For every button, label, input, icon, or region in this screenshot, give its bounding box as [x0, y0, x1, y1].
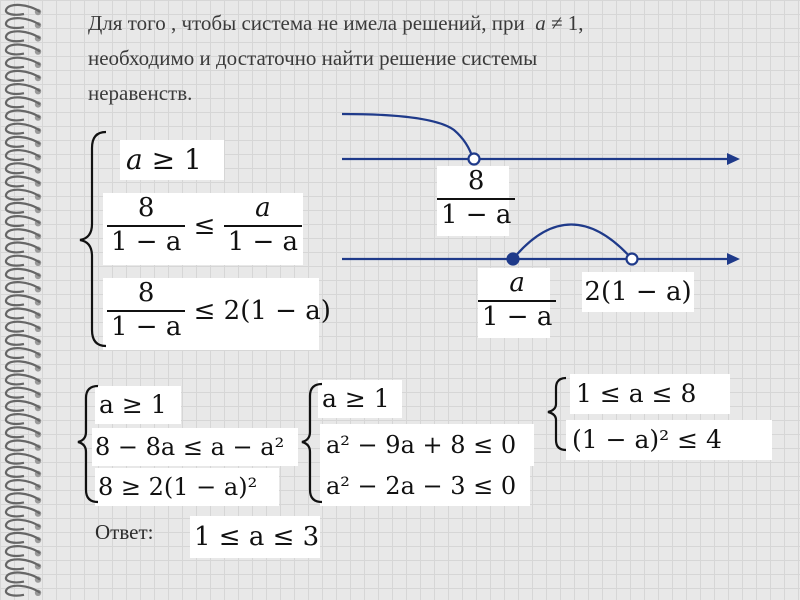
system2-line1 [95, 386, 181, 424]
spiral-ring [6, 243, 41, 253]
spiral-wire [6, 401, 40, 411]
spiral-ring [6, 177, 41, 187]
spiral-ring [6, 441, 41, 451]
spiral-ring [6, 493, 41, 503]
intro-line-2: необходимо и достаточно найти решение системы [88, 46, 538, 70]
spiral-ring [6, 335, 41, 345]
number-line-top [342, 114, 740, 165]
spiral-ring [6, 507, 41, 517]
system2-line2-text: 8 − 8a ≤ a − a² [95, 433, 285, 461]
spiral-wire [6, 190, 40, 200]
spiral-wire [6, 493, 40, 503]
fraction-numerator: a [255, 193, 271, 223]
spiral-wire [6, 71, 40, 81]
spiral-ring [6, 18, 41, 28]
spiral-ring [6, 58, 41, 68]
spiral-wire [6, 111, 40, 121]
spiral-ring [6, 295, 41, 305]
spiral-ring [6, 97, 41, 107]
number-line-bottom-shading-arc [513, 225, 632, 260]
spiral-ring [6, 520, 41, 530]
spiral-ring [6, 71, 41, 81]
system1-ineq3-lhs-fraction [107, 280, 185, 342]
spiral-wire [6, 84, 40, 94]
spiral-wire [6, 295, 40, 305]
spiral-wire [6, 546, 40, 556]
spiral-ring [6, 427, 41, 437]
graph-label-top-fraction [437, 168, 515, 230]
spiral-wire [6, 177, 40, 187]
spiral-ring [6, 559, 41, 569]
system1-ineq1-var: a [126, 143, 143, 176]
spiral-ring [6, 480, 41, 490]
system3-line3-text: a² − 2a − 3 ≤ 0 [326, 472, 517, 500]
fraction-numerator: 8 [467, 166, 485, 196]
system4-line2 [566, 420, 772, 460]
spiral-ring [6, 322, 41, 332]
system1-ineq3 [103, 278, 331, 350]
spiral-ring [6, 124, 41, 134]
number-line-bottom-arrow [727, 253, 740, 265]
spiral-wire [6, 573, 40, 583]
spiral-ring [6, 203, 41, 213]
spiral-wire [6, 137, 40, 147]
spiral-wire [6, 45, 40, 55]
spiral-ring [6, 546, 41, 556]
graph-label-bottom-right-text: 2(1 − a) [584, 277, 692, 307]
intro-line-3: неравенств. [88, 81, 193, 105]
spiral-wire [6, 586, 40, 596]
spiral-wire [6, 269, 40, 279]
spiral-ring [6, 150, 41, 160]
system4-line2-text: (1 − a)² ≤ 4 [572, 425, 722, 454]
number-line-bottom-closed-point [508, 254, 519, 265]
spiral-wire [6, 454, 40, 464]
spiral-ring [6, 454, 41, 464]
system2-line1-text: a ≥ 1 [99, 390, 167, 419]
spiral-wire [6, 309, 40, 319]
spiral-ring [6, 229, 41, 239]
spiral-binding [0, 0, 56, 600]
system3-line1-text: a ≥ 1 [322, 384, 390, 413]
spiral-wire [6, 480, 40, 490]
spiral-ring [6, 309, 41, 319]
spiral-ring [6, 573, 41, 583]
spiral-ring [6, 31, 41, 41]
spiral-wire [6, 163, 40, 173]
spiral-wire [6, 322, 40, 332]
fraction-denominator: 1 − a [111, 312, 182, 343]
fraction-numerator: 8 [137, 278, 155, 308]
spiral-wire [6, 97, 40, 107]
spiral-wire [6, 559, 40, 569]
spiral-wire [6, 388, 40, 398]
spiral-ring [6, 414, 41, 424]
number-line-bottom [342, 225, 740, 266]
system1-ineq2 [103, 193, 303, 265]
spiral-ring [6, 282, 41, 292]
spiral-wire [6, 441, 40, 451]
system1-ineq2-lhs-fraction [107, 195, 185, 257]
spiral-ring [6, 388, 41, 398]
system4-brace [548, 378, 566, 450]
system1-ineq2-rhs-fraction [224, 195, 302, 257]
spiral-ring [6, 5, 41, 15]
spiral-wire [6, 124, 40, 134]
fraction-numerator: a [509, 268, 525, 298]
spiral-ring [6, 269, 41, 279]
spiral-wire [6, 58, 40, 68]
spiral-wire [6, 361, 40, 371]
fraction-denominator: 1 − a [111, 227, 182, 258]
graph-label-bottom-right [582, 272, 694, 312]
intro-text [88, 6, 728, 111]
spiral-ring [6, 45, 41, 55]
fraction-denominator: 1 − a [227, 227, 299, 258]
fraction-numerator: 8 [137, 193, 155, 223]
spiral-ring [6, 111, 41, 121]
spiral-wire [6, 507, 40, 517]
system4-line1 [570, 374, 730, 414]
spiral-ring [6, 361, 41, 371]
intro-condition-rest: ≠ 1, [545, 11, 584, 35]
spiral-ring [6, 163, 41, 173]
spiral-wire [6, 467, 40, 477]
spiral-wire [6, 31, 40, 41]
number-line-top-open-point [469, 154, 480, 165]
spiral-wire [6, 335, 40, 345]
system2-line3-text: 8 ≥ 2(1 − a)² [98, 473, 258, 501]
system4-line1-text: 1 ≤ a ≤ 8 [576, 379, 697, 408]
graph-label-top [437, 166, 512, 236]
system3-line2-text: a² − 9a + 8 ≤ 0 [326, 431, 517, 459]
spiral-wire [6, 203, 40, 213]
spiral-wire [6, 18, 40, 28]
spiral-wire [6, 348, 40, 358]
spiral-wire [6, 150, 40, 160]
fraction-denominator: 1 − a [441, 200, 512, 231]
spiral-wire [6, 229, 40, 239]
system2-line3 [95, 468, 279, 506]
spiral-ring [6, 401, 41, 411]
answer-value [190, 516, 320, 558]
spiral-ring [6, 533, 41, 543]
spiral-ring [6, 216, 41, 226]
graph-label-bottom-left-fraction [478, 270, 556, 332]
intro-line-1-text: Для того , чтобы система не имела решений, при [88, 11, 525, 35]
fraction-denominator: 1 − a [482, 302, 553, 333]
system3-line3 [320, 466, 530, 506]
spiral-wire [6, 256, 40, 266]
system1-ineq1-rest: ≥ 1 [142, 143, 202, 176]
system2-line2 [92, 428, 298, 466]
spiral-wire [6, 427, 40, 437]
spiral-ring [6, 190, 41, 200]
spiral-ring [6, 137, 41, 147]
spiral-wire [6, 533, 40, 543]
spiral-wire [6, 520, 40, 530]
spiral-wire [6, 282, 40, 292]
intro-condition-var: a [535, 11, 546, 35]
system3-line1 [318, 380, 402, 418]
number-line-top-shading-arc [342, 114, 473, 159]
number-line-bottom-open-point [627, 254, 638, 265]
intro-line-1 [88, 6, 728, 41]
graph-label-bottom-left [478, 268, 553, 338]
spiral-wire [6, 375, 40, 385]
spiral-ring [6, 256, 41, 266]
spiral-ring [6, 586, 41, 596]
spiral-ring [6, 375, 41, 385]
spiral-wire [6, 216, 40, 226]
system3-line2 [320, 424, 534, 466]
answer-value-text: 1 ≤ a ≤ 3 [194, 522, 320, 552]
system1-ineq2-relation: ≤ [193, 210, 216, 241]
spiral-ring [6, 467, 41, 477]
spiral-wire [6, 243, 40, 253]
spiral-wire [6, 414, 40, 424]
spiral-ring [6, 84, 41, 94]
number-line-top-arrow [727, 153, 740, 165]
spiral-ring [6, 348, 41, 358]
spiral-wire [6, 5, 40, 15]
answer-label: Ответ: [95, 520, 154, 544]
system1-ineq3-rhs: ≤ 2(1 − a) [193, 295, 331, 326]
system1-ineq1 [120, 140, 224, 180]
